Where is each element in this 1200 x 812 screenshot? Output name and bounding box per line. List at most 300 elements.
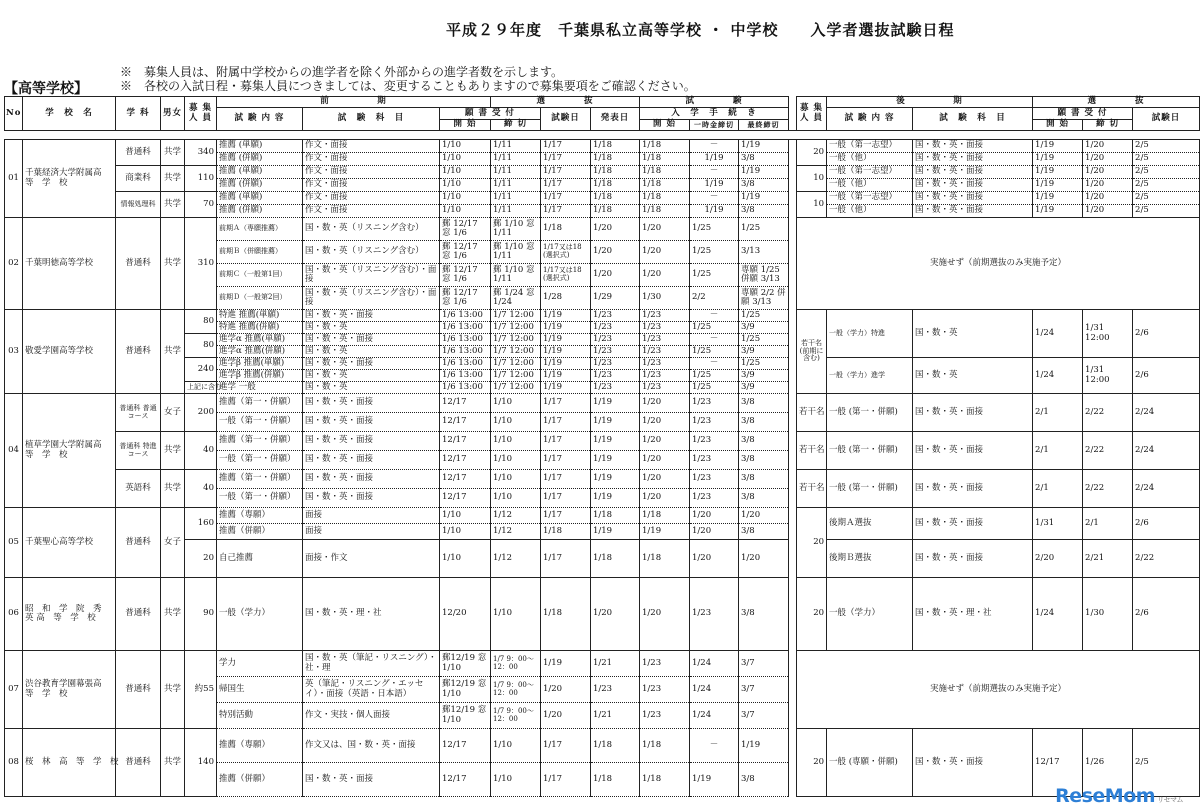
- partial-deadline: 1/24: [690, 651, 739, 677]
- proc-start: 1/20: [640, 489, 690, 508]
- late-app-end: 2/1: [1083, 508, 1133, 540]
- partial-deadline: 1/19: [690, 763, 739, 797]
- proc-start: 1/23: [640, 382, 690, 394]
- late-subjects: 国・数・英・面接: [913, 205, 1033, 218]
- announce-day: 1/20: [591, 241, 640, 264]
- announce-day: 1/19: [591, 394, 640, 413]
- app-start: 郵 12/17 窓 1/6: [440, 218, 491, 241]
- exam-subjects: 国・数・英: [303, 370, 440, 382]
- app-end: 1/10: [491, 394, 541, 413]
- exam-subjects: 国・数・英・面接: [303, 470, 440, 489]
- school-name: 千葉聖心高等学校: [23, 508, 116, 578]
- late-content: 一般（第一志望）: [827, 192, 913, 205]
- late-content: 一般（他）: [827, 179, 913, 192]
- school-name: 植草学園大学附属高 等 学 校: [23, 394, 116, 508]
- proc-start: 1/18: [640, 153, 690, 166]
- proc-start: 1/20: [640, 264, 690, 287]
- header-late-end: 締 切: [1083, 120, 1133, 131]
- late-app-end: 1/20: [1083, 153, 1133, 166]
- exam-subjects: 作文・面接: [303, 192, 440, 205]
- announce-day: 1/20: [591, 218, 640, 241]
- capacity-cell: 上記に含む: [185, 382, 217, 394]
- final-deadline: 3/8: [739, 763, 789, 797]
- exam-content: 一般（第一・併願）: [217, 451, 303, 470]
- app-end: 1/7 12:00: [491, 382, 541, 394]
- header-capacity: 募 集 人 員: [185, 97, 217, 131]
- late-app-end: 1/30: [1083, 578, 1133, 651]
- partial-deadline: 1/25: [690, 382, 739, 394]
- announce-day: 1/23: [591, 334, 640, 346]
- late-exam-day: 2/24: [1133, 470, 1200, 508]
- late-capacity: 20: [797, 508, 827, 578]
- late-subjects: 国・数・英・面接: [913, 729, 1033, 797]
- proc-start: 1/23: [640, 310, 690, 322]
- announce-day: 1/23: [591, 322, 640, 334]
- announce-day: 1/23: [591, 677, 640, 703]
- header-proc-start: 開 始: [640, 120, 690, 131]
- proc-start: 1/20: [640, 241, 690, 264]
- final-deadline: 3/8: [739, 179, 789, 192]
- table-row: [5, 358, 1200, 370]
- table-row: [5, 166, 1200, 179]
- partial-deadline: 1/23: [690, 470, 739, 489]
- late-content: 一般（第一志望）: [827, 140, 913, 153]
- app-end: 1/11: [491, 166, 541, 179]
- announce-day: 1/20: [591, 264, 640, 287]
- announce-day: 1/19: [591, 413, 640, 432]
- app-end: 1/7 9：00～12：00: [491, 703, 541, 729]
- partial-deadline: 1/25: [690, 241, 739, 264]
- gender-cell: 共学: [161, 218, 185, 310]
- app-start: 1/10: [440, 179, 491, 192]
- late-content: 一般 (第一・併願): [827, 470, 913, 508]
- table-row: [5, 508, 1200, 524]
- announce-day: 1/21: [591, 651, 640, 677]
- proc-start: 1/18: [640, 205, 690, 218]
- app-end: 1/11: [491, 179, 541, 192]
- announce-day: 1/18: [591, 540, 640, 578]
- final-deadline: 3/8: [739, 432, 789, 451]
- exam-content: 一般（第一・併願）: [217, 413, 303, 432]
- late-content: 一般（他）: [827, 153, 913, 166]
- late-subjects: 国・数・英・面接: [913, 432, 1033, 470]
- exam-subjects: 国・数・英・面接: [303, 413, 440, 432]
- proc-start: 1/23: [640, 346, 690, 358]
- exam-content: 特別活動: [217, 703, 303, 729]
- app-end: 1/7 9：00～12：00: [491, 651, 541, 677]
- final-deadline: 3/8: [739, 451, 789, 470]
- header-late-capacity: 募 集 人 員: [797, 97, 827, 131]
- final-deadline: 1/19: [739, 192, 789, 205]
- exam-day: 1/17: [541, 432, 591, 451]
- final-deadline: 3/8: [739, 524, 789, 540]
- final-deadline: 3/9: [739, 370, 789, 382]
- announce-day: 1/19: [591, 432, 640, 451]
- app-start: 1/6 13:00: [440, 358, 491, 370]
- late-app-start: 1/24: [1033, 578, 1083, 651]
- late-content: 一般（他）: [827, 205, 913, 218]
- late-capacity: 20: [797, 578, 827, 651]
- proc-start: 1/18: [640, 192, 690, 205]
- exam-day: 1/28: [541, 287, 591, 310]
- exam-subjects: 国・数・英・面接: [303, 489, 440, 508]
- exam-subjects: 作文・面接: [303, 205, 440, 218]
- app-end: 郵 1/10 窓 1/11: [491, 241, 541, 264]
- note-1: ※ 募集人員は、附属中学校からの進学者を除く外部からの進学者数を示します。: [120, 65, 564, 79]
- capacity-cell: 240: [185, 358, 217, 382]
- exam-day: 1/17: [541, 179, 591, 192]
- late-not-held: 実施せず（前期選抜のみ実施予定）: [797, 218, 1200, 310]
- final-deadline: 3/8: [739, 578, 789, 651]
- proc-start: 1/20: [640, 394, 690, 413]
- proc-start: 1/18: [640, 508, 690, 524]
- header-course: 学 科: [116, 97, 161, 131]
- app-start: 郵12/19 窓1/10: [440, 651, 491, 677]
- late-app-start: 1/19: [1033, 205, 1083, 218]
- late-exam-day: 2/6: [1133, 310, 1200, 358]
- late-app-start: 1/19: [1033, 179, 1083, 192]
- exam-day: 1/20: [541, 703, 591, 729]
- table-row: [5, 218, 1200, 241]
- header-senbatsu: 選 抜: [491, 97, 640, 108]
- late-exam-day: 2/5: [1133, 140, 1200, 153]
- partial-deadline: 1/19: [690, 205, 739, 218]
- partial-deadline: 1/20: [690, 508, 739, 524]
- capacity-cell: 340: [185, 140, 217, 166]
- late-app-start: 1/24: [1033, 310, 1083, 358]
- resemom-logo: [1055, 785, 1183, 807]
- header-late-start: 開 始: [1033, 120, 1083, 131]
- header-procedure: 入 学 手 続 き: [640, 108, 789, 120]
- header-koki: 後 期: [827, 97, 1033, 108]
- exam-subjects: 国・数・英: [303, 346, 440, 358]
- late-app-end: 1/20: [1083, 166, 1133, 179]
- late-capacity: 20: [797, 140, 827, 166]
- proc-start: 1/18: [640, 540, 690, 578]
- partial-deadline: 1/23: [690, 451, 739, 470]
- course-cell: 普通科 特進コース: [116, 432, 161, 470]
- header-application: 願 書 受 付: [440, 108, 541, 120]
- exam-content: 進学 一般: [217, 382, 303, 394]
- final-deadline: 1/20: [739, 540, 789, 578]
- exam-day: 1/17: [541, 413, 591, 432]
- capacity-cell: 80: [185, 334, 217, 358]
- late-capacity: 若干名: [797, 394, 827, 432]
- table-row: [5, 192, 1200, 205]
- note-2: ※ 各校の入試日程・募集人員につきましては、変更することもありますので募集要項をご確認ください。: [120, 79, 696, 93]
- course-cell: 商業科: [116, 166, 161, 192]
- late-exam-day: 2/5: [1133, 205, 1200, 218]
- exam-content: 推薦（併願）: [217, 763, 303, 797]
- logo-text: ReseMom: [1055, 785, 1156, 807]
- capacity-cell: 70: [185, 192, 217, 218]
- app-start: 1/6 13:00: [440, 382, 491, 394]
- school-no: 07: [5, 651, 23, 729]
- exam-day: 1/17: [541, 763, 591, 797]
- final-deadline: 3/8: [739, 489, 789, 508]
- late-exam-day: 2/5: [1133, 179, 1200, 192]
- partial-deadline: 1/23: [690, 578, 739, 651]
- gender-cell: 共学: [161, 578, 185, 651]
- final-deadline: 1/25: [739, 334, 789, 346]
- announce-day: 1/21: [591, 703, 640, 729]
- school-name: 昭 和 学 院 秀 英 高 等 学 校: [23, 578, 116, 651]
- exam-subjects: 国・数・英・面接: [303, 310, 440, 322]
- late-exam-day: 2/6: [1133, 508, 1200, 540]
- late-subjects: 国・数・英・面接: [913, 140, 1033, 153]
- app-start: 1/10: [440, 140, 491, 153]
- course-cell: 普通科: [116, 578, 161, 651]
- late-subjects: 国・数・英・理・社: [913, 578, 1033, 651]
- gender-cell: 共学: [161, 140, 185, 166]
- school-name: 敬愛学園高等学校: [23, 310, 116, 394]
- exam-day: 1/19: [541, 382, 591, 394]
- school-name: 渋谷教育学園幕張高 等 学 校: [23, 651, 116, 729]
- partial-deadline: 1/24: [690, 677, 739, 703]
- app-end: 1/7 12:00: [491, 310, 541, 322]
- exam-content: 前期Ｃ（一般第1回）: [217, 264, 303, 287]
- partial-deadline: 1/25: [690, 346, 739, 358]
- exam-content: 進学α 推薦(併願): [217, 346, 303, 358]
- school-no: 02: [5, 218, 23, 310]
- exam-content: 推薦（専願）: [217, 508, 303, 524]
- late-app-start: 1/19: [1033, 140, 1083, 153]
- late-subjects: 国・数・英・面接: [913, 508, 1033, 540]
- exam-content: 前期Ａ（専願推薦）: [217, 218, 303, 241]
- late-app-end: 2/22: [1083, 470, 1133, 508]
- exam-content: 特進 推薦(併願): [217, 322, 303, 334]
- late-subjects: 国・数・英・面接: [913, 166, 1033, 179]
- exam-subjects: 作文・面接: [303, 166, 440, 179]
- proc-start: 1/19: [640, 524, 690, 540]
- late-content: 一般 (第一・併願): [827, 432, 913, 470]
- late-subjects: 国・数・英・面接: [913, 192, 1033, 205]
- header-late-subjects: 試 験 科 目: [913, 108, 1033, 131]
- final-deadline: 1/19: [739, 729, 789, 763]
- proc-start: 1/20: [640, 218, 690, 241]
- late-app-end: 1/26: [1083, 729, 1133, 797]
- exam-subjects: 国・数・英（リスニング含む）・面接: [303, 287, 440, 310]
- exam-content: 自己推薦: [217, 540, 303, 578]
- exam-content: 推薦（専願）: [217, 729, 303, 763]
- proc-start: 1/23: [640, 370, 690, 382]
- exam-day: 1/19: [541, 322, 591, 334]
- late-app-end: 1/20: [1083, 192, 1133, 205]
- school-name: 桜 林 高 等 学 校: [23, 729, 116, 797]
- course-cell: 普通科: [116, 729, 161, 797]
- late-content: 後期Ａ選抜: [827, 508, 913, 540]
- exam-day: 1/17又は18 (選択式): [541, 264, 591, 287]
- course-cell: 情報処理科: [116, 192, 161, 218]
- gender-cell: 共学: [161, 166, 185, 192]
- page-title: 平成２９年度 千葉県私立高等学校 ・ 中学校 入学者選抜試験日程: [446, 21, 955, 39]
- app-end: 1/10: [491, 489, 541, 508]
- late-app-end: 2/22: [1083, 432, 1133, 470]
- app-start: 12/17: [440, 729, 491, 763]
- final-deadline: 3/8: [739, 413, 789, 432]
- exam-subjects: 英（筆記・リスニング・エッセイ）・面接（英語・日本語）: [303, 677, 440, 703]
- late-exam-day: 2/5: [1133, 729, 1200, 797]
- final-deadline: 専願 2/2 併願 3/13: [739, 287, 789, 310]
- late-exam-day: 2/6: [1133, 358, 1200, 394]
- late-app-start: 2/20: [1033, 540, 1083, 578]
- partial-deadline: －: [690, 192, 739, 205]
- late-subjects: 国・数・英・面接: [913, 394, 1033, 432]
- exam-subjects: 作文・面接: [303, 140, 440, 153]
- capacity-cell: 140: [185, 729, 217, 797]
- exam-day: 1/19: [541, 358, 591, 370]
- app-end: 1/11: [491, 192, 541, 205]
- late-app-start: 1/31: [1033, 508, 1083, 540]
- exam-day: 1/18: [541, 578, 591, 651]
- school-name: 千葉経済大学附属高 等 学 校: [23, 140, 116, 218]
- announce-day: 1/18: [591, 729, 640, 763]
- late-subjects: 国・数・英・面接: [913, 179, 1033, 192]
- exam-subjects: 国・数・英・面接: [303, 763, 440, 797]
- app-start: 1/6 13:00: [440, 334, 491, 346]
- exam-day: 1/20: [541, 677, 591, 703]
- table-row: [5, 470, 1200, 489]
- late-app-end: 2/22: [1083, 394, 1133, 432]
- exam-content: 推薦 (併願): [217, 153, 303, 166]
- late-content: 一般（学力）: [827, 578, 913, 651]
- app-start: 1/6 13:00: [440, 322, 491, 334]
- late-capacity: 若干名: [797, 432, 827, 470]
- exam-day: 1/17: [541, 729, 591, 763]
- table-row: [5, 432, 1200, 451]
- app-start: 12/17: [440, 451, 491, 470]
- capacity-cell: 110: [185, 166, 217, 192]
- late-app-start: 12/17: [1033, 729, 1083, 797]
- app-end: 1/7 12:00: [491, 322, 541, 334]
- partial-deadline: 1/25: [690, 370, 739, 382]
- app-end: 郵 1/10 窓 1/11: [491, 218, 541, 241]
- app-end: 1/7 12:00: [491, 370, 541, 382]
- capacity-cell: 310: [185, 218, 217, 310]
- app-end: 1/12: [491, 524, 541, 540]
- proc-start: 1/23: [640, 677, 690, 703]
- app-end: 1/10: [491, 470, 541, 489]
- final-deadline: 3/8: [739, 394, 789, 413]
- header-no: No: [5, 97, 23, 131]
- exam-content: 進学α 推薦(単願): [217, 334, 303, 346]
- late-app-end: 1/20: [1083, 140, 1133, 153]
- announce-day: 1/18: [591, 179, 640, 192]
- proc-start: 1/18: [640, 729, 690, 763]
- late-app-end: 2/21: [1083, 540, 1133, 578]
- proc-start: 1/20: [640, 413, 690, 432]
- table-row: [5, 394, 1200, 413]
- app-end: 1/11: [491, 153, 541, 166]
- app-end: 1/10: [491, 763, 541, 797]
- exam-subjects: 作文・面接: [303, 179, 440, 192]
- late-app-end: 1/31 12:00: [1083, 358, 1133, 394]
- app-start: 12/17: [440, 394, 491, 413]
- header-exam-day: 試験日: [541, 108, 591, 131]
- announce-day: 1/23: [591, 310, 640, 322]
- header-late-application: 願 書 受 付: [1033, 108, 1133, 120]
- late-content: 一般 (第一・併願): [827, 394, 913, 432]
- late-app-start: 1/24: [1033, 358, 1083, 394]
- exam-content: 推薦 (併願): [217, 179, 303, 192]
- proc-start: 1/18: [640, 179, 690, 192]
- app-start: 1/10: [440, 540, 491, 578]
- late-subjects: 国・数・英・面接: [913, 153, 1033, 166]
- exam-content: 前期Ｂ（併願推薦）: [217, 241, 303, 264]
- header-final: 最終締切: [739, 120, 789, 131]
- final-deadline: 1/19: [739, 140, 789, 153]
- exam-subjects: 作文又は、国・数・英・面接: [303, 729, 440, 763]
- partial-deadline: 1/25: [690, 218, 739, 241]
- partial-deadline: 1/19: [690, 153, 739, 166]
- app-start: 郵12/19 窓1/10: [440, 677, 491, 703]
- capacity-cell: 20: [185, 540, 217, 578]
- school-no: 05: [5, 508, 23, 578]
- app-end: 1/10: [491, 578, 541, 651]
- header-content: 試 験 内 容: [217, 108, 303, 131]
- exam-day: 1/17: [541, 470, 591, 489]
- table-row: [5, 310, 1200, 322]
- late-content: 後期Ｂ選抜: [827, 540, 913, 578]
- late-app-end: 1/20: [1083, 205, 1133, 218]
- late-app-start: 2/1: [1033, 394, 1083, 432]
- late-app-end: 1/31 12:00: [1083, 310, 1133, 358]
- capacity-cell: 200: [185, 394, 217, 432]
- capacity-cell: 約55: [185, 651, 217, 729]
- exam-subjects: 国・数・英: [303, 382, 440, 394]
- app-start: 12/20: [440, 578, 491, 651]
- partial-deadline: 1/24: [690, 703, 739, 729]
- app-end: 1/11: [491, 205, 541, 218]
- late-capacity: 10: [797, 192, 827, 218]
- course-cell: 普通科: [116, 310, 161, 394]
- exam-day: 1/18: [541, 218, 591, 241]
- table-row: [5, 540, 1200, 578]
- app-start: 1/10: [440, 166, 491, 179]
- exam-day: 1/17又は18 (選択式): [541, 241, 591, 264]
- proc-start: 1/23: [640, 334, 690, 346]
- late-subjects: 国・数・英・面接: [913, 540, 1033, 578]
- exam-content: 前期Ｄ（一般第2回）: [217, 287, 303, 310]
- exam-day: 1/19: [541, 334, 591, 346]
- exam-day: 1/17: [541, 205, 591, 218]
- exam-content: 帰国生: [217, 677, 303, 703]
- exam-content: 一般（第一・併願）: [217, 489, 303, 508]
- capacity-cell: 40: [185, 470, 217, 508]
- exam-subjects: 国・数・英・面接: [303, 394, 440, 413]
- course-cell: 英語科: [116, 470, 161, 508]
- partial-deadline: 1/19: [690, 179, 739, 192]
- late-exam-day: 2/5: [1133, 166, 1200, 179]
- exam-subjects: 国・数・英（筆記・リスニング）・社・理: [303, 651, 440, 677]
- announce-day: 1/23: [591, 382, 640, 394]
- final-deadline: 1/25: [739, 358, 789, 370]
- late-app-start: 2/1: [1033, 432, 1083, 470]
- exam-content: 進学β 推薦(単願): [217, 358, 303, 370]
- announce-day: 1/19: [591, 451, 640, 470]
- exam-day: 1/17: [541, 192, 591, 205]
- app-end: 1/7 12:00: [491, 346, 541, 358]
- school-no: 08: [5, 729, 23, 797]
- app-start: 郵 12/17 窓 1/6: [440, 241, 491, 264]
- gender-cell: 共学: [161, 651, 185, 729]
- late-app-start: 2/1: [1033, 470, 1083, 508]
- late-content: 一般（学力）進学: [827, 358, 913, 394]
- app-start: 1/10: [440, 153, 491, 166]
- exam-day: 1/17: [541, 394, 591, 413]
- late-exam-day: 2/22: [1133, 540, 1200, 578]
- capacity-cell: 40: [185, 432, 217, 470]
